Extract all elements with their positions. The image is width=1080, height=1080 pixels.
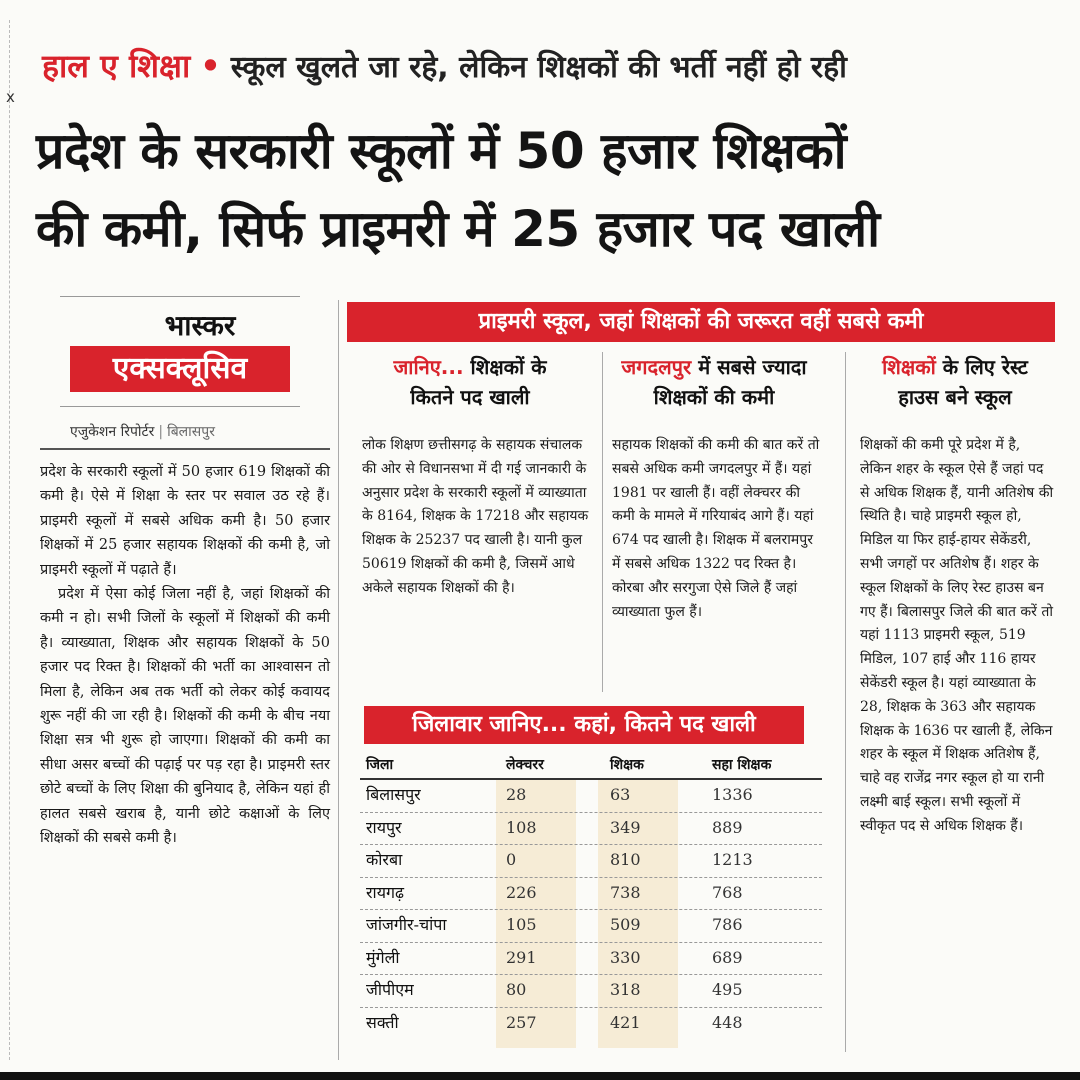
table-row xyxy=(360,845,822,878)
table-cell-lecturer: 28 xyxy=(506,785,527,804)
table-cell-lecturer: 0 xyxy=(506,850,517,869)
table-cell-teacher: 330 xyxy=(610,947,641,967)
table-cell-teacher: 63 xyxy=(610,785,631,804)
table-cell-district: सक्ती xyxy=(366,1012,399,1032)
headline xyxy=(36,112,1056,268)
table-row xyxy=(360,878,822,911)
column-3-heading-line-2: हाउस बने स्कूल xyxy=(898,385,1012,409)
byline-reporter: एजुकेशन रिपोर्टर xyxy=(70,424,155,440)
table-cell-lecturer: 257 xyxy=(506,1012,537,1032)
headline-line-2: की कमी, सिर्फ प्राइमरी में 25 हजार पद खाली xyxy=(36,200,880,258)
column-3-heading xyxy=(852,352,1058,412)
column-1-heading-line-2: कितने पद खाली xyxy=(410,385,530,409)
table-row xyxy=(360,1008,822,1041)
table-header-district: जिला xyxy=(366,757,394,773)
table-cell-lecturer: 226 xyxy=(506,882,537,902)
column-2-heading-line-2: शिक्षकों की कमी xyxy=(653,385,775,409)
byline-separator: | xyxy=(158,424,164,440)
column-divider-3 xyxy=(845,352,846,1052)
lead-paragraph-1: प्रदेश के सरकारी स्कूलों में 50 हजार 619 शिक्षकों की कमी है। ऐसे में शिक्षा के स्तर पर सवाल उठ रहे हैं। प्राइमरी स्कूलों में सबसे अधिक कमी है। 50 हजार शिक्षकों में 25 हजार सहायक शिक्षकों की कमी है, जो प्राइमरी स्कूलों में पढ़ाते हैं। xyxy=(40,464,330,578)
table-cell-district: मुंगेली xyxy=(366,947,400,967)
table-row xyxy=(360,780,822,813)
table-cell-lecturer: 105 xyxy=(506,915,537,934)
table-cell-district: रायगढ़ xyxy=(366,882,404,902)
table-cell-teacher: 421 xyxy=(610,1012,641,1032)
bottom-edge xyxy=(0,1072,1080,1080)
brand-rule-bottom xyxy=(60,406,300,407)
column-2-heading-red: जगदलपुर xyxy=(621,355,692,379)
section-banner: प्राइमरी स्कूल, जहां शिक्षकों की जरूरत वहीं सबसे कमी xyxy=(347,302,1055,342)
lead-rule xyxy=(40,448,330,450)
table-row xyxy=(360,910,822,943)
column-3-body: शिक्षकों की कमी पूरे प्रदेश में है, लेकिन शहर के स्कूल ऐसे हैं जहां पद से अधिक शिक्षक हैं, यानी अतिशेष की स्थिति है। चाहे प्राइमरी स्कूल हो, मिडिल या फिर हाई-हायर सेकेंडरी, सभी जगहों पर अतिशेष हैं। शहर के स्कूल शिक्षकों के लिए रेस्ट हाउस बन गए हैं। बिलासपुर जिले की बात करें तो यहां 1113 प्राइमरी स्कूल, 519 मिडिल, 107 हाई और 116 हायर सेकेंडरी स्कूल है। यहां व्याख्याता के 28, शिक्षक के 363 और सहायक शिक्षक के 1636 पर खाली हैं, लेकिन शहर के स्कूल में शिक्षक अतिशेष हैं, चाहे वह राजेंद्र नगर स्कूल हो या रानी लक्ष्मी बाई स्कूल। सभी स्कूलों में स्वीकृत पद से अधिक शिक्षक हैं। xyxy=(860,437,1054,834)
table-row xyxy=(360,975,822,1008)
table-cell-assistant: 495 xyxy=(712,980,743,999)
table-cell-assistant: 1336 xyxy=(712,785,753,804)
lead-story xyxy=(40,460,330,851)
column-divider xyxy=(338,300,339,1060)
byline xyxy=(70,422,290,441)
table-cell-teacher: 738 xyxy=(610,882,641,902)
column-1-heading-red: जानिए... xyxy=(393,355,464,379)
table-title: जिलावार जानिए... कहां, कितने पद खाली xyxy=(364,706,804,744)
margin-rule xyxy=(9,20,10,1060)
byline-place: बिलासपुर xyxy=(167,424,215,440)
column-2-heading-text: में सबसे ज्यादा xyxy=(691,355,807,379)
kicker-line xyxy=(42,44,1052,94)
table-cell-assistant: 448 xyxy=(712,1012,743,1032)
table-header-assistant: सहा शिक्षक xyxy=(712,757,772,773)
table-cell-district: जीपीएम xyxy=(366,980,414,999)
table-row xyxy=(360,813,822,846)
headline-line-1: प्रदेश के सरकारी स्कूलों में 50 हजार शिक्षकों xyxy=(36,122,847,180)
table-cell-teacher: 349 xyxy=(610,817,641,837)
column-1-heading-text: शिक्षकों के xyxy=(463,355,547,379)
table-cell-lecturer: 80 xyxy=(506,980,527,999)
table-header-lecturer: लेक्चरर xyxy=(506,757,544,773)
lead-paragraph-2: प्रदेश में ऐसा कोई जिला नहीं है, जहां शिक्षकों की कमी न हो। सभी जिलों के स्कूलों में शिक्षकों की कमी है। व्याख्याता, शिक्षक और सहायक शिक्षकों के 50 हजार पद रिक्त है। शिक्षकों की भर्ती का आश्वासन तो मिला है, लेकिन अब तक भर्ती को लेकर कोई कवायद शुरू नहीं की जा रही है। शिक्षकों की कमी के बीच नया शिक्षा सत्र भी शुरू हो जाएगा। शिक्षकों की कमी का सीधा असर बच्चों की पढ़ाई पर पड़ रहा है। प्राइमरी स्तर छोटे बच्चों के लिए शिक्षा की बुनियाद है, लेकिन यहां ही हालत सबसे खराब है, यानी छोटे कक्षाओं के लिए शिक्षकों की सबसे कमी है। xyxy=(40,586,330,847)
kicker-text: स्कूल खुलते जा रहे, लेकिन शिक्षकों की भर्ती नहीं हो रही xyxy=(230,50,847,85)
table-cell-teacher: 810 xyxy=(610,850,641,869)
table-cell-district: बिलासपुर xyxy=(366,785,421,804)
table-cell-assistant: 689 xyxy=(712,947,743,967)
table-cell-district: रायपुर xyxy=(366,817,402,837)
column-1-body: लोक शिक्षण छत्तीसगढ़ के सहायक संचालक की ओर से विधानसभा में दी गई जानकारी के अनुसार प्रदेश के सरकारी स्कूलों में व्याख्याता के 8164, शिक्षक के 17218 और सहायक शिक्षक के 25237 पद खाली है। यानी कुल 50619 शिक्षकों की कमी है, जिसमें आधे अकेले सहायक शिक्षकों की है। xyxy=(362,437,589,596)
table-cell-district: कोरबा xyxy=(366,850,403,869)
kicker-label: हाल ए शिक्षा xyxy=(42,47,191,85)
table-cell-lecturer: 108 xyxy=(506,817,537,837)
vacancy-table xyxy=(360,750,822,1040)
column-1-heading xyxy=(350,352,590,412)
brand-rule-top xyxy=(60,296,300,297)
table-body xyxy=(360,780,822,1040)
table-header-row xyxy=(360,750,822,780)
table-cell-assistant: 786 xyxy=(712,915,743,934)
table-cell-district: जांजगीर-चांपा xyxy=(366,915,447,934)
table-header-teacher: शिक्षक xyxy=(610,757,644,773)
table-cell-teacher: 318 xyxy=(610,980,641,999)
table-cell-assistant: 889 xyxy=(712,817,743,837)
table-cell-teacher: 509 xyxy=(610,915,641,934)
brand-name: भास्कर xyxy=(164,309,236,342)
column-3-heading-red: शिक्षकों xyxy=(882,355,936,379)
table-cell-lecturer: 291 xyxy=(506,947,537,967)
column-2-heading xyxy=(606,352,822,412)
table-cell-assistant: 768 xyxy=(712,882,743,902)
column-3-heading-text: के लिए रेस्ट xyxy=(935,355,1028,379)
table-row xyxy=(360,943,822,976)
column-2-body: सहायक शिक्षकों की कमी की बात करें तो सबसे अधिक कमी जगदलपुर में हैं। यहां 1981 पर खाली हैं। वहीं लेक्चरर की कमी के मामले में गरियाबंद आगे हैं। यहां 674 पद खाली है। शिक्षक में बलरामपुर में सबसे अधिक 1322 पद रिक्त है। कोरबा और सरगुजा ऐसे जिले हैं जहां व्याख्याता फुल हैं। xyxy=(612,437,820,620)
column-divider-2 xyxy=(602,352,603,692)
margin-x-mark: x xyxy=(6,88,15,106)
brand-exclusive-badge: एक्सक्लूसिव xyxy=(70,346,290,392)
kicker-bullet: • xyxy=(200,47,221,85)
table-cell-assistant: 1213 xyxy=(712,850,753,869)
